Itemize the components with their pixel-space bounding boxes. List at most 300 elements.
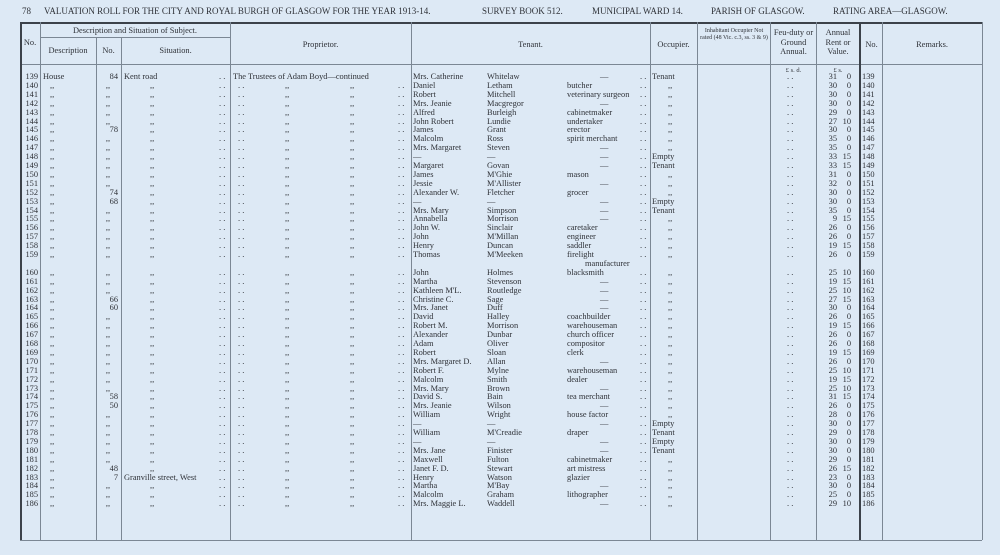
proprietor-leader-dots: . . [238, 330, 245, 340]
rent-shillings: 0 [846, 401, 851, 411]
tenant-occupation: — [600, 72, 609, 81]
tenant-surname: Wright [487, 410, 511, 420]
proprietor-leader-dots: . . [398, 374, 405, 384]
situation-leader-dots: . . [219, 241, 226, 251]
situation: ,, [150, 187, 155, 197]
entry-no-right: 159 [862, 250, 875, 259]
tenant-surname: M'Creadie [487, 428, 522, 437]
situation: ,, [150, 241, 155, 251]
feu-leader-dots: . . [787, 463, 794, 473]
house-no: ,, [105, 89, 111, 99]
proprietor-leader-dots: . . [398, 187, 405, 197]
situation: ,, [150, 401, 155, 411]
tenant-first-name: Mrs. Margaret D. [413, 356, 472, 366]
entry-no: 146 [25, 134, 38, 144]
table-row [0, 384, 1000, 393]
entry-no: 139 [25, 72, 38, 81]
situation: ,, [150, 392, 155, 402]
house-no: ,, [105, 410, 111, 420]
situation-leader-dots: . . [219, 463, 226, 473]
situation-leader-dots: . . [219, 436, 226, 446]
house-no: ,, [105, 161, 111, 170]
tenant-first-name: Malcolm [413, 490, 444, 500]
description: ,, [50, 107, 55, 117]
tenant-occupation: mason [567, 169, 589, 179]
entry-no-right: 153 [862, 196, 875, 206]
tenant-surname: Mitchell [487, 89, 516, 99]
description: ,, [50, 481, 55, 491]
proprietor-leader-dots: . . [398, 454, 405, 464]
proprietor-ditto: ,, [350, 472, 355, 482]
situation-leader-dots: . . [219, 80, 226, 90]
entry-no-right: 177 [862, 419, 875, 429]
situation-leader-dots: . . [219, 445, 226, 455]
entry-no: 179 [25, 436, 38, 446]
situation-leader-dots: . . [219, 428, 226, 437]
situation-leader-dots: . . [219, 347, 226, 357]
proprietor-leader-dots: . . [398, 445, 405, 455]
rent-pounds: 19 [828, 347, 837, 357]
situation: ,, [150, 330, 155, 340]
proprietor-leader-dots: . . [398, 481, 405, 491]
situation-leader-dots: . . [219, 481, 226, 491]
rent-shillings: 0 [846, 134, 851, 144]
description: ,, [50, 267, 55, 277]
feu-leader-dots: . . [787, 303, 794, 313]
page-number: 78 [22, 6, 31, 16]
proprietor: ,, [285, 339, 290, 348]
table-row [0, 437, 1000, 446]
description: ,, [50, 383, 55, 393]
table-row [0, 490, 1000, 499]
situation: ,, [150, 365, 155, 375]
situation-leader-dots: . . [219, 472, 226, 482]
tenant-surname: Grant [487, 125, 507, 135]
tenant-surname: Fulton [487, 454, 509, 464]
header-tenant: Tenant. [518, 40, 543, 49]
occupier: ,, [668, 374, 673, 384]
tenant-leader-dots: . . [640, 472, 647, 482]
entry-no-right: 152 [862, 187, 875, 197]
feu-leader-dots: . . [787, 205, 794, 215]
tenant-leader-dots: . . [640, 143, 647, 153]
house-no: ,, [105, 428, 111, 437]
entry-no-right: 150 [862, 169, 875, 179]
tenant-first-name: Martha [413, 481, 438, 491]
description: ,, [50, 178, 55, 188]
rent-shillings: 0 [846, 98, 851, 108]
proprietor-leader-dots: . . [398, 285, 405, 295]
rent-pounds: 27 [828, 116, 837, 126]
feu-leader-dots: . . [787, 196, 794, 206]
proprietor: ,, [285, 321, 290, 331]
feu-leader-dots: . . [787, 428, 794, 437]
table-row [0, 99, 1000, 108]
proprietor-leader-dots: . . [398, 472, 405, 482]
proprietor-ditto: ,, [350, 454, 355, 464]
tenant-leader-dots: . . [640, 339, 647, 348]
proprietor-ditto: ,, [350, 241, 355, 251]
proprietor: ,, [285, 419, 290, 429]
rent-pounds: 29 [828, 428, 837, 437]
entry-no: 182 [25, 463, 38, 473]
roll-title: VALUATION ROLL FOR THE CITY AND ROYAL BURGH OF GLASGOW FOR THE YEAR 1913-14. [44, 6, 431, 16]
tenant-first-name: Alexander [413, 330, 448, 340]
feu-leader-dots: . . [787, 356, 794, 366]
rent-shillings: 0 [846, 472, 851, 482]
entry-no-right: 144 [862, 116, 875, 126]
header-no-right: No. [865, 40, 878, 49]
proprietor: ,, [285, 98, 290, 108]
situation: Granville street, West [124, 472, 197, 482]
description: ,, [50, 89, 55, 99]
occupier: ,, [668, 178, 673, 188]
description: ,, [50, 347, 55, 357]
proprietor-leader-dots: . . [238, 347, 245, 357]
entry-no: 152 [25, 187, 38, 197]
situation-leader-dots: . . [219, 107, 226, 117]
proprietor-leader-dots: . . [238, 303, 245, 313]
tenant-occupation: draper [567, 428, 589, 437]
entry-no: 150 [25, 169, 38, 179]
proprietor-leader-dots: . . [398, 223, 405, 233]
tenant-surname: — [487, 436, 496, 446]
table-row [0, 179, 1000, 188]
description: ,, [50, 169, 55, 179]
rent-pounds: 29 [828, 107, 837, 117]
proprietor: ,, [285, 125, 290, 135]
proprietor-leader-dots: . . [238, 161, 245, 170]
table-row [0, 401, 1000, 410]
entry-no: 162 [25, 285, 38, 295]
tenant-occupation: butcher [567, 80, 593, 90]
proprietor-ditto: ,, [350, 374, 355, 384]
rent-shillings: 0 [846, 143, 851, 153]
description: ,, [50, 365, 55, 375]
tenant-surname: Halley [487, 312, 510, 322]
proprietor: ,, [285, 178, 290, 188]
situation-leader-dots: . . [219, 205, 226, 215]
tenant-first-name: — [413, 196, 422, 206]
situation-leader-dots: . . [219, 294, 226, 304]
tenant-occupation: — [600, 499, 609, 509]
rent-shillings: 0 [846, 250, 851, 259]
tenant-first-name: — [413, 436, 422, 446]
rent-shillings: 15 [842, 392, 851, 402]
rent-pounds: 26 [828, 463, 837, 473]
feu-leader-dots: . . [787, 214, 794, 224]
house-no: 48 [109, 463, 118, 473]
description: ,, [50, 241, 55, 251]
proprietor: ,, [285, 374, 290, 384]
tenant-occupation: undertaker [567, 116, 603, 126]
house-no: ,, [105, 499, 111, 509]
header-description: Description [48, 46, 88, 55]
header-description-group: Description and Situation of Subject. [73, 26, 197, 35]
proprietor: ,, [285, 312, 290, 322]
tenant-occupation: — [600, 214, 609, 224]
tenant-leader-dots: . . [640, 312, 647, 322]
feu-leader-dots: . . [787, 294, 794, 304]
occupier: ,, [668, 241, 673, 251]
tenant-leader-dots: . . [640, 196, 647, 206]
tenant-occupation: warehouseman [567, 321, 618, 331]
description: ,, [50, 134, 55, 144]
tenant-leader-dots: . . [640, 481, 647, 491]
proprietor-ditto: ,, [350, 134, 355, 144]
tenant-first-name: John [413, 232, 429, 242]
table-row [0, 481, 1000, 490]
situation-leader-dots: . . [219, 356, 226, 366]
situation: ,, [150, 339, 155, 348]
entry-no-right: 161 [862, 276, 875, 286]
rent-shillings: 0 [846, 223, 851, 233]
tenant-surname: Govan [487, 161, 510, 170]
proprietor: ,, [285, 347, 290, 357]
tenant-occupation: — [600, 276, 609, 286]
proprietor-leader-dots: . . [238, 321, 245, 331]
proprietor-leader-dots: . . [398, 98, 405, 108]
feu-leader-dots: . . [787, 169, 794, 179]
house-no: ,, [105, 339, 111, 348]
proprietor-leader-dots: . . [398, 499, 405, 509]
description: ,, [50, 392, 55, 402]
proprietor: ,, [285, 481, 290, 491]
entry-no: 160 [25, 267, 38, 277]
rent-pounds: 30 [828, 98, 837, 108]
situation: ,, [150, 445, 155, 455]
rent-shillings: 0 [846, 339, 851, 348]
rent-pounds: 23 [828, 472, 837, 482]
tenant-first-name: Daniel [413, 80, 436, 90]
table-row-continuation [0, 259, 1000, 268]
situation: ,, [150, 436, 155, 446]
rent-pounds: 19 [828, 374, 837, 384]
tenant-leader-dots: . . [640, 178, 647, 188]
table-row [0, 455, 1000, 464]
table-row [0, 392, 1000, 401]
entry-no-right: 148 [862, 152, 875, 162]
feu-leader-dots: . . [787, 250, 794, 259]
rent-shillings: 15 [842, 152, 851, 162]
entry-no-right: 146 [862, 134, 875, 144]
tenant-occupation: — [600, 178, 609, 188]
tenant-leader-dots: . . [640, 107, 647, 117]
feu-leader-dots: . . [787, 392, 794, 402]
proprietor-leader-dots: . . [398, 241, 405, 251]
tenant-surname: Stevenson [487, 276, 522, 286]
occupier: ,, [668, 330, 673, 340]
rent-shillings: 0 [846, 196, 851, 206]
tenant-occupation: — [600, 481, 609, 491]
tenant-surname: Whitelaw [487, 72, 520, 81]
tenant-surname: M'Bay [487, 481, 510, 491]
description: ,, [50, 445, 55, 455]
entry-no: 176 [25, 410, 38, 420]
proprietor-leader-dots: . . [238, 214, 245, 224]
house-no: ,, [105, 134, 111, 144]
situation-leader-dots: . . [219, 89, 226, 99]
feu-leader-dots: . . [787, 330, 794, 340]
proprietor-ditto: ,, [350, 499, 355, 509]
proprietor-ditto: ,, [350, 294, 355, 304]
situation-leader-dots: . . [219, 98, 226, 108]
tenant-first-name: John Robert [413, 116, 454, 126]
tenant-leader-dots: . . [640, 374, 647, 384]
proprietor-leader-dots: . . [238, 339, 245, 348]
rent-pounds: 26 [828, 250, 837, 259]
rent-pounds: 35 [828, 143, 837, 153]
tenant-occupation-continued: manufacturer [585, 258, 630, 268]
entry-no-right: 162 [862, 285, 875, 295]
rent-pounds: 30 [828, 419, 837, 429]
entry-no: 171 [25, 365, 38, 375]
entry-no-right: 172 [862, 374, 875, 384]
tenant-surname: Lundie [487, 116, 511, 126]
rent-shillings: 0 [846, 312, 851, 322]
tenant-surname: M'Ghie [487, 169, 513, 179]
tenant-occupation: — [600, 401, 609, 411]
entry-no-right: 182 [862, 463, 875, 473]
feu-leader-dots: . . [787, 125, 794, 135]
proprietor-leader-dots: . . [398, 339, 405, 348]
tenant-occupation: cabinetmaker [567, 107, 613, 117]
proprietor-ditto: ,, [350, 356, 355, 366]
proprietor-ditto: ,, [350, 392, 355, 402]
proprietor-leader-dots: . . [238, 374, 245, 384]
entry-no: 172 [25, 374, 38, 384]
proprietor-ditto: ,, [350, 161, 355, 170]
situation-leader-dots: . . [219, 374, 226, 384]
description: ,, [50, 490, 55, 500]
situation: ,, [150, 463, 155, 473]
proprietor-leader-dots: . . [238, 436, 245, 446]
proprietor-leader-dots: . . [398, 116, 405, 126]
description: ,, [50, 116, 55, 126]
tenant-occupation: church officer [567, 330, 615, 340]
tenant-leader-dots: . . [640, 347, 647, 357]
feu-leader-dots: . . [787, 276, 794, 286]
entry-no: 163 [25, 294, 38, 304]
tenant-first-name: Mrs. Jeanie [413, 401, 452, 411]
tenant-surname: Sloan [487, 347, 507, 357]
house-no: ,, [105, 312, 111, 322]
proprietor-leader-dots: . . [398, 205, 405, 215]
situation: ,, [150, 410, 155, 420]
tenant-surname: Oliver [487, 339, 509, 348]
entry-no: 159 [25, 250, 38, 259]
tenant-occupation: art mistress [567, 463, 606, 473]
entry-no: 166 [25, 321, 38, 331]
proprietor-leader-dots: . . [398, 178, 405, 188]
proprietor-leader-dots: . . [398, 303, 405, 313]
occupier: ,, [668, 187, 673, 197]
entry-no: 149 [25, 161, 38, 170]
entry-no-right: 186 [862, 499, 875, 509]
tenant-leader-dots: . . [640, 392, 647, 402]
rent-shillings: 15 [842, 161, 851, 170]
entry-no: 181 [25, 454, 38, 464]
house-no: 74 [109, 187, 118, 197]
tenant-occupation: — [600, 356, 609, 366]
proprietor: ,, [285, 356, 290, 366]
entry-no-right: 147 [862, 143, 875, 153]
proprietor-leader-dots: . . [238, 445, 245, 455]
tenant-surname: M'Allister [487, 178, 522, 188]
proprietor-leader-dots: . . [398, 356, 405, 366]
tenant-occupation: dealer [567, 374, 588, 384]
tenant-leader-dots: . . [640, 187, 647, 197]
tenant-surname: Morrison [487, 214, 519, 224]
rent-shillings: 0 [846, 454, 851, 464]
entry-no-right: 183 [862, 472, 875, 482]
entry-no: 154 [25, 205, 38, 215]
rent-shillings: 10 [842, 365, 851, 375]
description: ,, [50, 232, 55, 242]
feu-leader-dots: . . [787, 161, 794, 170]
entry-no: 148 [25, 152, 38, 162]
tenant-leader-dots: . . [640, 285, 647, 295]
header-bottom-rule [20, 64, 982, 65]
proprietor-leader-dots: . . [398, 347, 405, 357]
tenant-leader-dots: . . [640, 267, 647, 277]
tenant-first-name: Malcolm [413, 374, 444, 384]
entry-no-right: 171 [862, 365, 875, 375]
house-no: ,, [105, 356, 111, 366]
rent-pounds: 31 [828, 392, 837, 402]
tenant-first-name: John [413, 267, 429, 277]
proprietor: ,, [285, 463, 290, 473]
situation: ,, [150, 347, 155, 357]
rent-shillings: 0 [846, 187, 851, 197]
tenant-occupation: clerk [567, 347, 584, 357]
tenant-surname: Holmes [487, 267, 514, 277]
tenant-leader-dots: . . [640, 454, 647, 464]
proprietor-ditto: ,, [350, 401, 355, 411]
table-row [0, 428, 1000, 437]
occupier: ,, [668, 98, 673, 108]
tenant-first-name: Mrs. Jane [413, 445, 446, 455]
proprietor: ,, [285, 223, 290, 233]
proprietor-leader-dots: . . [398, 232, 405, 242]
tenant-surname: Finister [487, 445, 513, 455]
table-row [0, 410, 1000, 419]
entry-no: 151 [25, 178, 38, 188]
situation: ,, [150, 374, 155, 384]
rent-pounds: 25 [828, 383, 837, 393]
header-feu-duty: Feu-duty or Ground Annual. [773, 28, 814, 57]
description: ,, [50, 205, 55, 215]
tenant-surname: Letham [487, 80, 513, 90]
occupier: ,, [668, 250, 673, 259]
feu-leader-dots: . . [787, 80, 794, 90]
proprietor-leader-dots: . . [238, 80, 245, 90]
table-row [0, 295, 1000, 304]
house-no: ,, [105, 436, 111, 446]
proprietor: ,, [285, 285, 290, 295]
header-remarks: Remarks. [916, 40, 948, 49]
table-row [0, 170, 1000, 179]
house-no: 60 [109, 303, 118, 313]
house-no: ,, [105, 214, 111, 224]
proprietor-leader-dots: . . [238, 250, 245, 259]
proprietor: ,, [285, 187, 290, 197]
proprietor-ditto: ,, [350, 214, 355, 224]
tenant-surname: Graham [487, 490, 514, 500]
tenant-first-name: Alfred [413, 107, 435, 117]
house-no: ,, [105, 116, 111, 126]
rent-pounds: 30 [828, 89, 837, 99]
